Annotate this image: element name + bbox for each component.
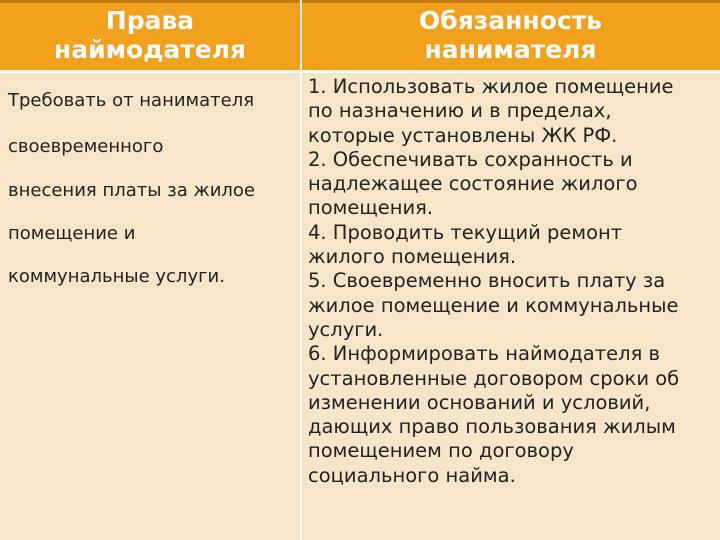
header-top-border [0, 0, 720, 3]
left-line-2: своевременного [8, 136, 164, 157]
right-line-2: по назначению и в пределах, [308, 99, 612, 123]
left-line-5: коммунальные услуги. [8, 266, 225, 287]
header-tenant-duties [301, 0, 720, 70]
right-line-6: помещения. [308, 196, 434, 220]
right-line-7: 4. Проводить текущий ремонт [308, 220, 623, 244]
right-line-8: жилого помещения. [308, 245, 517, 269]
right-line-15: дающих право пользования жилым [308, 415, 676, 439]
left-line-1: Требовать от нанимателя [8, 90, 255, 111]
right-line-1: 1. Использовать жилое помещение [308, 75, 674, 98]
right-line-9: 5. Своевременно вносить плату за [308, 269, 666, 293]
right-line-14: изменении оснований и условий, [308, 390, 651, 414]
left-line-4: помещение и [8, 223, 136, 244]
tenant-duties-cell [302, 73, 720, 540]
column-divider [300, 0, 302, 540]
right-line-5: надлежащее состояние жилого [308, 172, 638, 196]
landlord-rights-cell [0, 73, 300, 540]
header-body-divider [0, 70, 720, 73]
right-line-13: установленные договором сроки об [308, 366, 680, 390]
header-right-line-2: нанимателя [424, 35, 597, 64]
header-left-line-1: Права [105, 6, 195, 35]
right-line-17: социального найма. [308, 463, 516, 487]
right-line-11: услуги. [308, 317, 384, 341]
tenant-duties-text [308, 75, 713, 488]
right-line-12: 6. Информировать наймодателя в [308, 342, 660, 366]
right-line-4: 2. Обеспечивать сохранность и [308, 147, 633, 171]
right-line-16: помещением по договору [308, 439, 574, 463]
header-right-line-1: Обязанность [419, 6, 602, 35]
right-line-10: жилое помещение и коммунальные [308, 293, 679, 317]
header-left-line-2: наймодателя [53, 35, 247, 64]
right-line-3: которые установлены ЖК РФ. [308, 123, 618, 147]
header-landlord-rights [0, 0, 300, 70]
left-line-3: внесения платы за жилое [8, 180, 255, 201]
